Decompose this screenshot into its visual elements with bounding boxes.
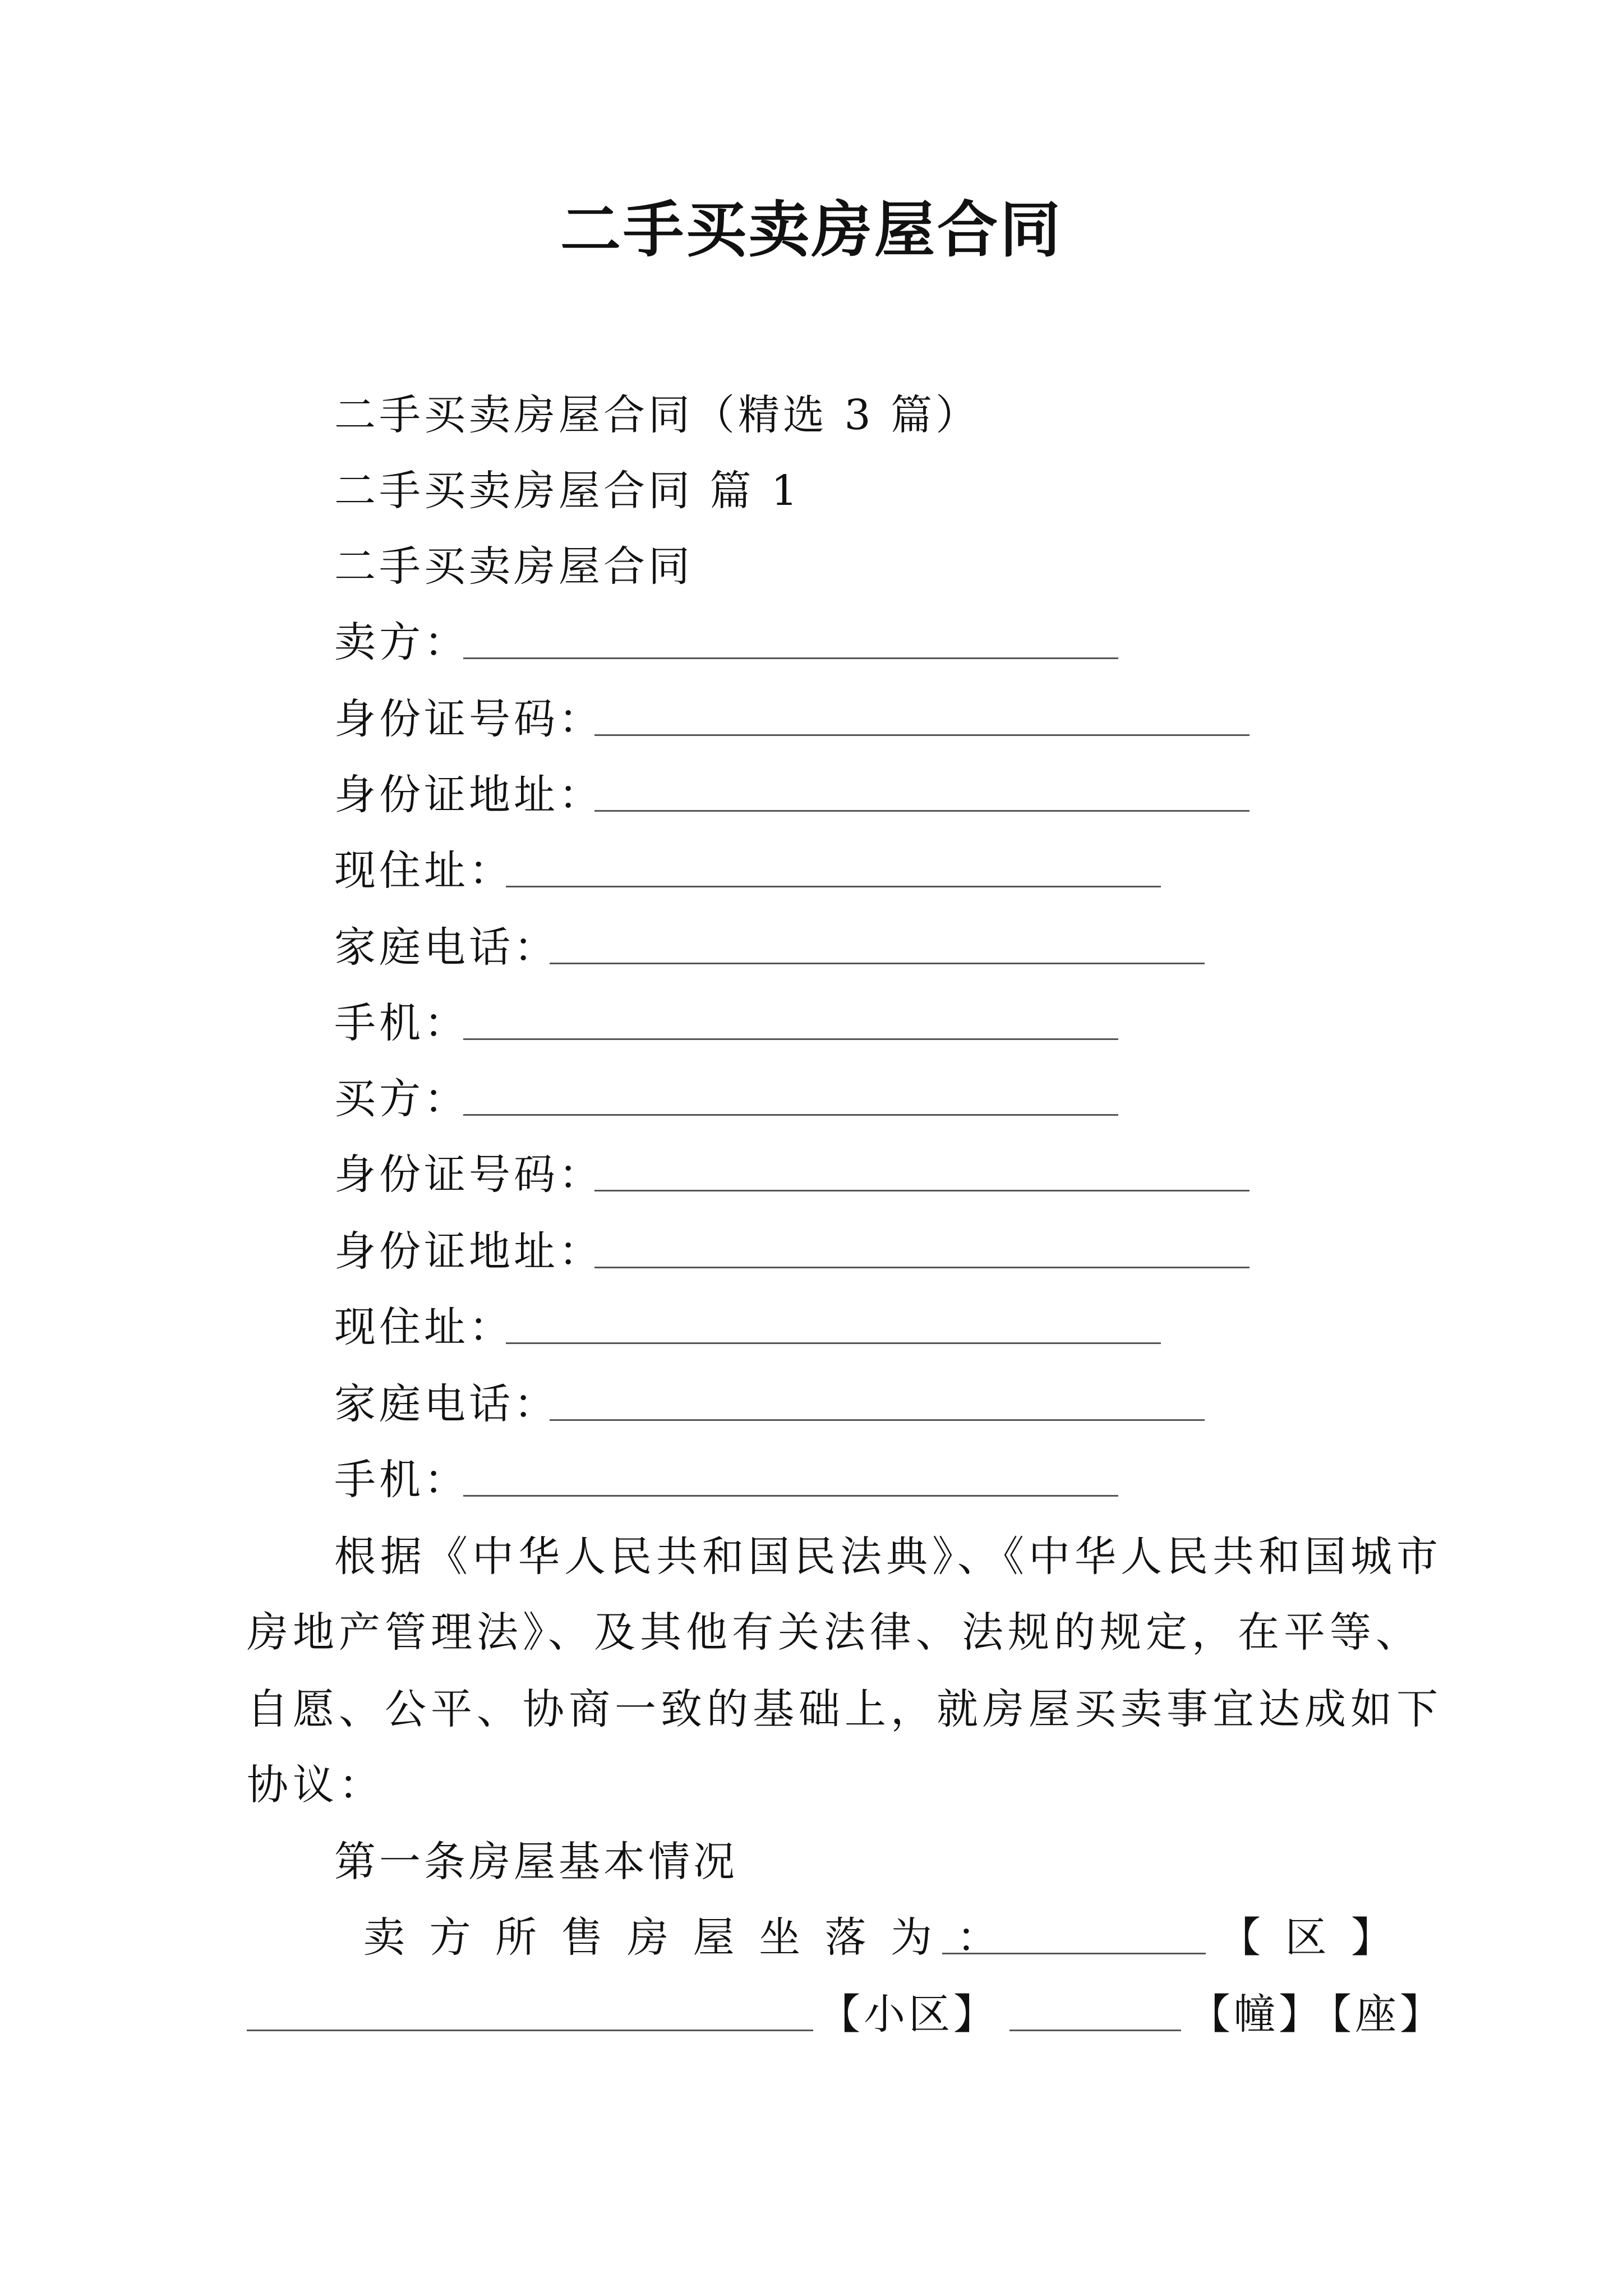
seller-current-address-blank[interactable] — [506, 886, 1161, 887]
buyer-id-number-blank[interactable] — [594, 1190, 1249, 1191]
buyer-current-address-blank[interactable] — [506, 1342, 1161, 1344]
community-blank[interactable] — [247, 2030, 813, 2031]
seller-id-address-label: 身份证地址： — [334, 771, 603, 819]
buyer-id-number-label: 身份证号码： — [334, 1151, 603, 1199]
buyer-home-phone-blank[interactable] — [550, 1419, 1205, 1421]
seller-id-number-blank[interactable] — [594, 734, 1249, 736]
subtitle: 二手买卖房屋合同（精选 3 篇） — [334, 391, 981, 439]
seller-label: 卖方： — [334, 618, 469, 666]
seller-home-phone-blank[interactable] — [550, 963, 1205, 964]
buyer-label: 买方： — [334, 1075, 469, 1123]
intro-paragraph-line-4: 协议： — [247, 1761, 385, 1809]
seller-current-address-label: 现住址： — [334, 846, 514, 895]
article-1-location-lead: 卖 方 所 售 房 屋 坐 落 为 ： — [363, 1913, 1004, 1962]
district-label: 【 区 】 — [1219, 1913, 1399, 1962]
document-title: 二手买卖房屋合同 — [560, 195, 1063, 265]
seller-id-number-label: 身份证号码： — [334, 695, 603, 743]
intro-paragraph-line-3: 自愿、公平、协商一致的基础上，就房屋买卖事宜达成如下 — [247, 1685, 1442, 1733]
intro-paragraph-line-1: 根据《中华人民共和国民法典》、《中华人民共和国城市 — [334, 1533, 1442, 1581]
section-heading: 二手买卖房屋合同 篇 1 — [334, 467, 801, 515]
building-blank[interactable] — [1009, 2030, 1181, 2031]
intro-paragraph-line-2: 房地产管理法》、及其他有关法律、法规的规定，在平等、 — [247, 1608, 1422, 1657]
buyer-current-address-label: 现住址： — [334, 1303, 514, 1351]
article-1-heading: 第一条房屋基本情况 — [334, 1838, 738, 1886]
community-label: 【小区】 — [819, 1990, 998, 2039]
buyer-blank[interactable] — [463, 1114, 1118, 1116]
contract-heading: 二手买卖房屋合同 — [334, 542, 693, 591]
buyer-home-phone-label: 家庭电话： — [334, 1380, 559, 1428]
seller-home-phone-label: 家庭电话： — [334, 923, 559, 972]
seller-mobile-label: 手机： — [334, 999, 469, 1047]
seat-label: 【座】 — [1310, 1990, 1445, 2039]
seller-mobile-blank[interactable] — [463, 1038, 1118, 1040]
district-blank[interactable] — [942, 1953, 1206, 1954]
buyer-id-address-label: 身份证地址： — [334, 1227, 603, 1276]
buyer-id-address-blank[interactable] — [594, 1267, 1249, 1268]
buyer-mobile-label: 手机： — [334, 1456, 469, 1504]
building-label: 【幢】 — [1189, 1990, 1324, 2039]
seller-blank[interactable] — [463, 657, 1118, 659]
seller-id-address-blank[interactable] — [594, 810, 1249, 812]
buyer-mobile-blank[interactable] — [463, 1495, 1118, 1497]
